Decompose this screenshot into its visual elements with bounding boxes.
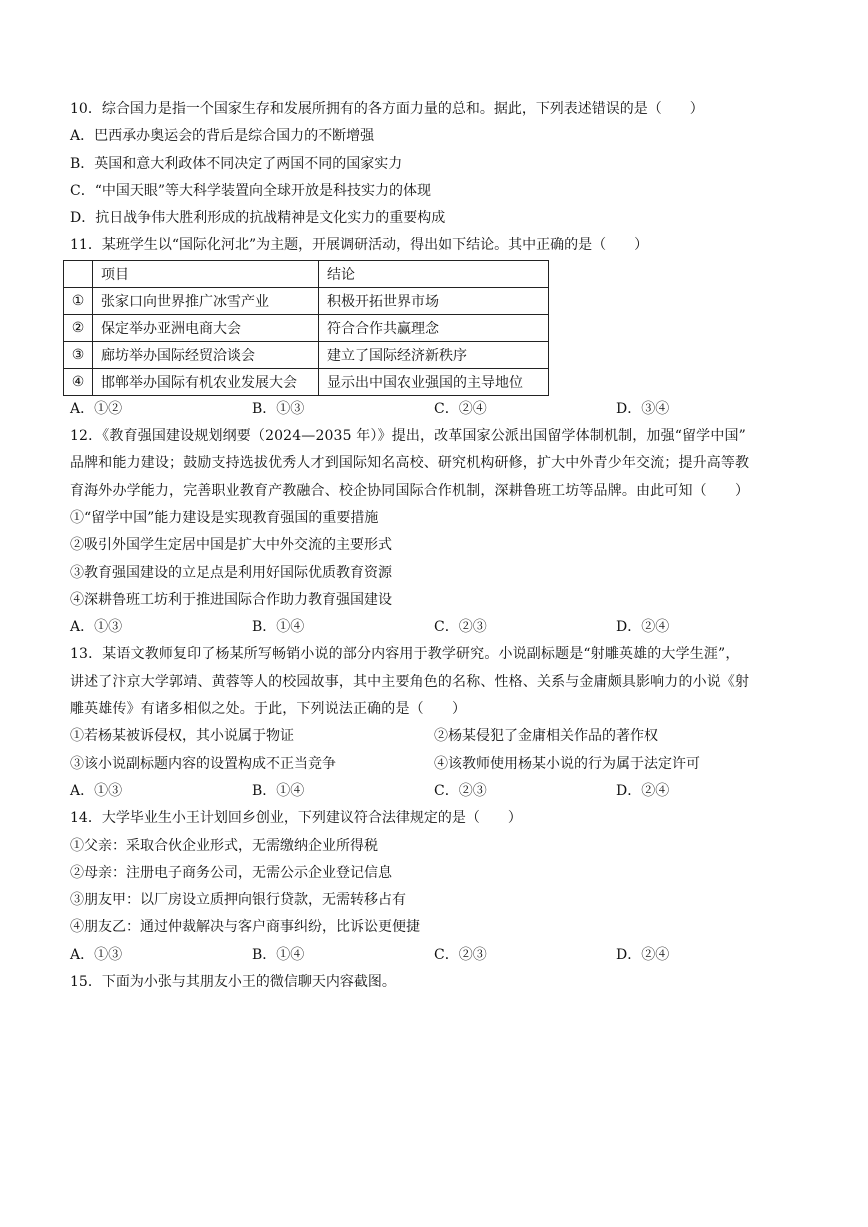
option-a: A．①③ (70, 782, 123, 799)
table-row (64, 341, 549, 368)
table-header-cell: 项目 (93, 260, 319, 287)
statement-item: ③该小说副标题内容的设置构成不正当竞争 (70, 755, 336, 772)
table-row (64, 287, 549, 314)
statement-row (70, 751, 810, 778)
question-stem-line: 讲述了汴京大学郭靖、黄蓉等人的校园故事，其中主要角色的名称、性格、关系与金庸颇具影响力的小说《射 (70, 673, 750, 690)
option-d: D．②④ (616, 782, 670, 799)
statement-item: ①父亲：采取合伙企业形式，无需缴纳企业所得税 (70, 837, 378, 854)
option-b: B．①③ (252, 400, 305, 417)
table-cell: 建立了国际经济新秩序 (319, 341, 549, 368)
question-15 (70, 969, 810, 996)
table-cell: 张家口向世界推广冰雪产业 (93, 287, 319, 314)
table-row (64, 314, 549, 341)
statement-item: ③教育强国建设的立足点是利用好国际优质教育资源 (70, 564, 392, 581)
option-c: C．②③ (434, 946, 487, 963)
option-c: C．②③ (434, 782, 487, 799)
statement-item: ④该教师使用杨某小说的行为属于法定许可 (434, 755, 700, 772)
answer-options (70, 942, 810, 969)
statement-item: ①“留学中国”能力建设是实现教育强国的重要措施 (70, 509, 379, 526)
option-b: B．英国和意大利政体不同决定了两国不同的国家实力 (70, 155, 403, 172)
option-b: B．①④ (252, 946, 305, 963)
question-stem: 14．大学毕业生小王计划回乡创业，下列建议符合法律规定的是（ ） (70, 810, 522, 827)
table-row (64, 368, 549, 395)
option-d: D．抗日战争伟大胜利形成的抗战精神是文化实力的重要构成 (70, 210, 446, 227)
question-stem-line: 雕英雄传》有诸多相似之处。于此，下列说法正确的是（ ） (70, 701, 467, 718)
option-c: C．②④ (434, 400, 487, 417)
question-stem-line: 育海外办学能力，完善职业教育产教融合、校企协同国际合作机制，深耕鲁班工坊等品牌。由此可知（ ） (70, 482, 750, 499)
option-a: A．巴西承办奥运会的背后是综合国力的不断增强 (70, 128, 375, 145)
question-stem: 11．某班学生以“国际化河北”为主题，开展调研活动，得出如下结论。其中正确的是（ ） (70, 237, 649, 254)
statement-item: ②吸引外国学生定居中国是扩大中外交流的主要形式 (70, 537, 392, 554)
statement-item: ④深耕鲁班工坊利于推进国际合作助力教育强国建设 (70, 591, 392, 608)
answer-options (70, 396, 810, 423)
option-a: A．①② (70, 400, 123, 417)
question-stem: 15．下面为小张与其朋友小王的微信聊天内容截图。 (70, 974, 396, 991)
statement-item: ③朋友甲：以厂房设立质押向银行贷款，无需转移占有 (70, 892, 406, 909)
answer-options (70, 614, 810, 641)
exam-page (70, 96, 810, 996)
table-header-row (64, 260, 549, 287)
option-c: C．②③ (434, 619, 487, 636)
table-cell: ① (64, 287, 93, 314)
table-header-cell: 结论 (319, 260, 549, 287)
question-12 (70, 423, 810, 641)
option-b: B．①④ (252, 782, 305, 799)
question-13 (70, 641, 810, 805)
option-d: D．②④ (616, 619, 670, 636)
table-cell: 邯郸举办国际有机农业发展大会 (93, 368, 319, 395)
survey-table (63, 260, 549, 396)
table-cell: 积极开拓世界市场 (319, 287, 549, 314)
option-d: D．②④ (616, 946, 670, 963)
table-cell: 符合合作共赢理念 (319, 314, 549, 341)
table-cell: 廊坊举办国际经贸洽谈会 (93, 341, 319, 368)
table-cell: 保定举办亚洲电商大会 (93, 314, 319, 341)
question-stem: 10．综合国力是指一个国家生存和发展所拥有的各方面力量的总和。据此，下列表述错误的是（ ） (70, 101, 704, 117)
statement-item: ④朋友乙：通过仲裁解决与客户商事纠纷，比诉讼更便捷 (70, 919, 420, 936)
option-a: A．①③ (70, 619, 123, 636)
statement-item: ②母亲：注册电子商务公司，无需公示企业登记信息 (70, 864, 392, 881)
answer-options (70, 778, 810, 805)
question-11 (70, 232, 810, 423)
question-stem-line: 13．某语文教师复印了杨某所写畅销小说的部分内容用于教学研究。小说副标题是“射雕英雄的大学生涯”， (70, 646, 740, 663)
table-cell: 显示出中国农业强国的主导地位 (319, 368, 549, 395)
question-14 (70, 805, 810, 969)
statement-item: ①若杨某被诉侵权，其小说属于物证 (70, 728, 294, 745)
question-10 (70, 96, 810, 232)
question-stem-line: 品牌和能力建设；鼓励支持选拔优秀人才到国际知名高校、研究机构研修，扩大中外青少年交流；提升高等教 (70, 455, 750, 472)
question-stem-line: 12．《教育强国建设规划纲要（2024—2035 年）》提出，改革国家公派出国留学体制机制，加强“留学中国” (70, 428, 746, 445)
option-a: A．①③ (70, 946, 123, 963)
table-cell: ④ (64, 368, 93, 395)
option-d: D．③④ (616, 400, 670, 417)
table-header-cell (64, 260, 93, 287)
option-c: C．“中国天眼”等大科学装置向全球开放是科技实力的体现 (70, 182, 432, 199)
table-cell: ③ (64, 341, 93, 368)
option-b: B．①④ (252, 619, 305, 636)
statement-item: ②杨某侵犯了金庸相关作品的著作权 (434, 728, 658, 745)
table-cell: ② (64, 314, 93, 341)
statement-row (70, 723, 810, 750)
